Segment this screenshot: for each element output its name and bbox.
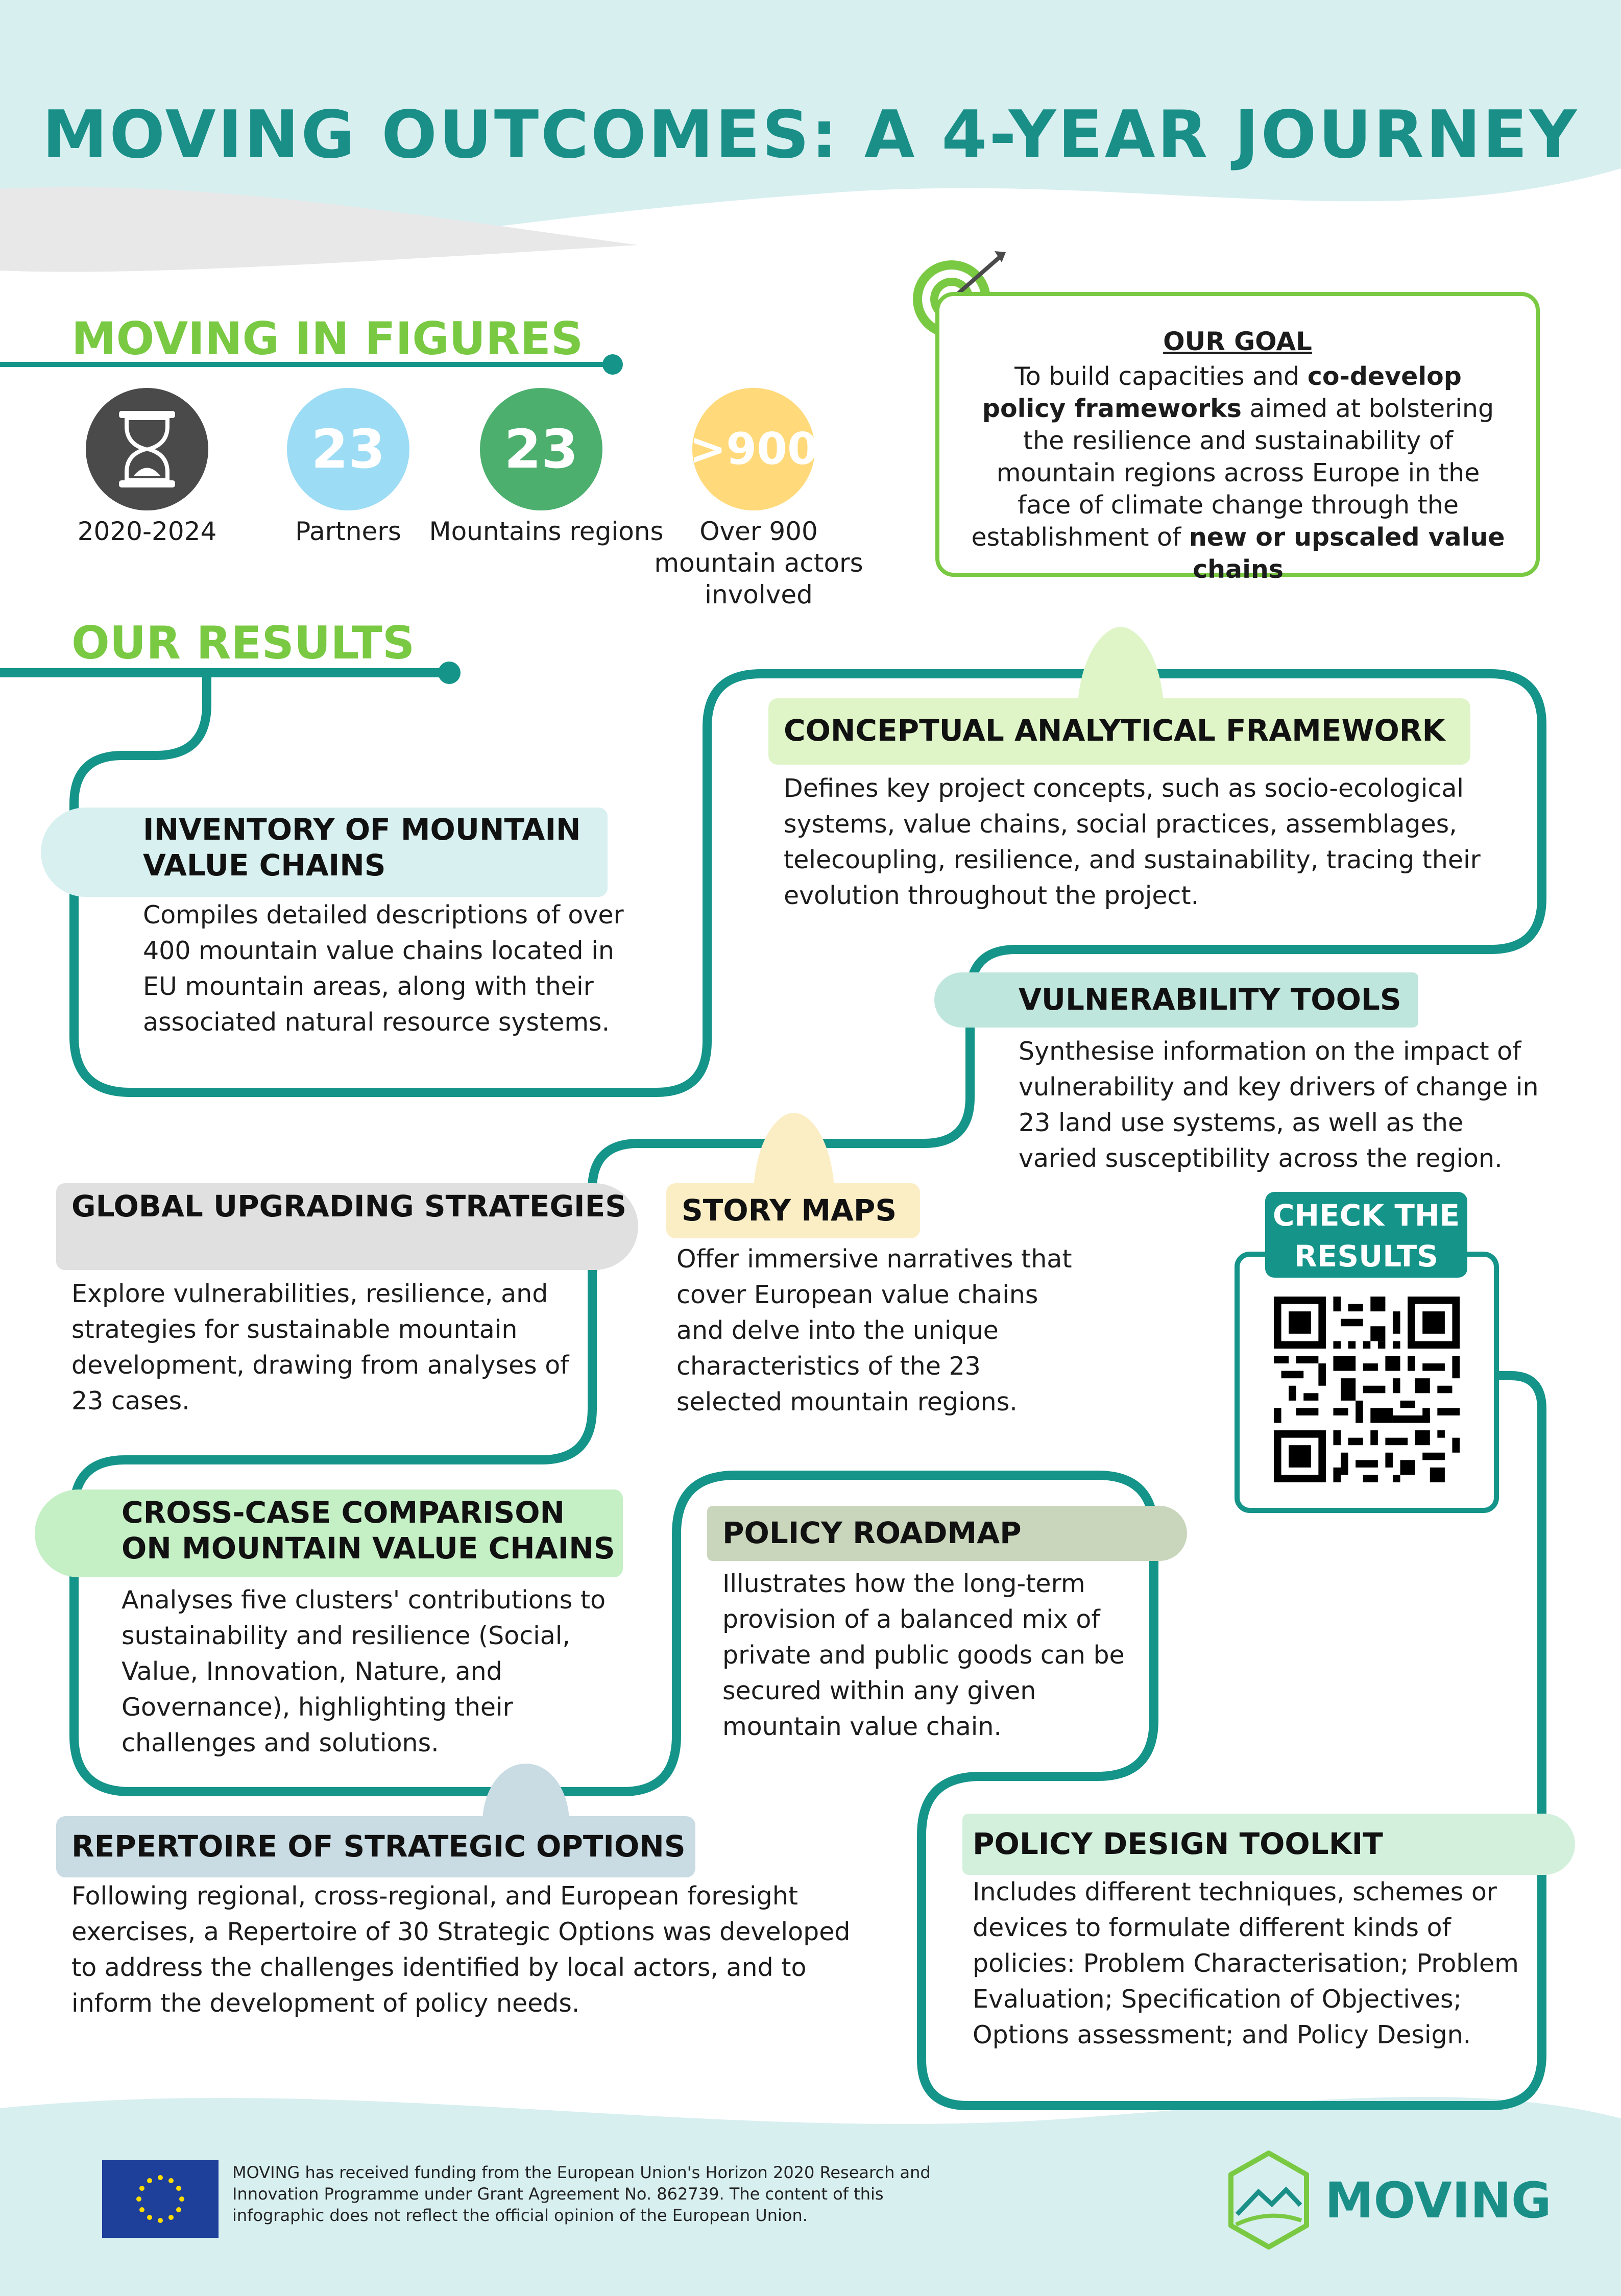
figure-years <box>86 388 208 510</box>
result-vulnerability-title: VULNERABILITY TOOLS <box>934 972 1418 1028</box>
result-repertoire-desc: Following regional, cross-regional, and European foresight exercises, a Repertoire of 30 Strategic Options was developed to address the challenges identified by local actors, and to inform the development of policy needs. <box>71 1882 851 2018</box>
figure-actors-label: Over 900 mountain actors involved <box>654 517 863 609</box>
goal-text-bold1: co-develop policy frameworks <box>982 362 1462 423</box>
qr-code[interactable] <box>1274 1297 1460 1482</box>
goal-text-part2: aimed at bolstering the resilience and sustainability of mountain regions across Europe in the face of climate change through the establishment of <box>971 394 1494 552</box>
figure-partners-label: Partners <box>295 517 401 546</box>
eu-stars-icon <box>102 2160 219 2238</box>
figure-regions: 23 <box>480 388 602 510</box>
result-toolkit-title: POLICY DESIGN TOOLKIT <box>962 1814 1575 1875</box>
moving-logo-text: MOVING <box>1325 2172 1552 2229</box>
result-global-title: GLOBAL UPGRADING STRATEGIES <box>56 1183 638 1270</box>
result-global-desc: Explore vulnerabilities, resilience, and strategies for sustainable mountain development, drawing from analyses of 23 cases. <box>71 1279 569 1415</box>
qr-label: CHECK THE RESULTS <box>1265 1192 1467 1278</box>
results-heading: OUR RESULTS <box>71 617 415 669</box>
figure-partners: 23 <box>287 388 409 510</box>
result-crosscase-title: CROSS-CASE COMPARISON ON MOUNTAIN VALUE CHAINS <box>35 1489 623 1577</box>
moving-logo-icon <box>1223 2149 1315 2251</box>
result-storymaps-desc: Offer immersive narratives that cover European value chains and delve into the unique characteristics of the 23 selected mountain regions. <box>676 1244 1072 1416</box>
eu-flag <box>102 2160 219 2238</box>
hourglass-icon <box>86 388 208 510</box>
result-framework-desc: Defines key project concepts, such as socio-ecological systems, value chains, social practices, assemblages, telecoupling, resilience, and sustainability, tracing their evolution throughout the project. <box>784 774 1481 910</box>
result-inventory-desc: Compiles detailed descriptions of over 400 mountain value chains located in EU mountain areas, along with their associated natural resource systems. <box>143 900 624 1037</box>
goal-text <box>970 360 1506 585</box>
goal-heading: OUR GOAL <box>1163 327 1312 356</box>
goal-box <box>935 292 1540 584</box>
result-crosscase-desc: Analyses five clusters' contributions to sustainability and resilience (Social, Value, Innovation, Nature, and Governance), highlighting their challenges and solutions. <box>122 1585 606 1757</box>
page-title: MOVING OUTCOMES: A 4-YEAR JOURNEY <box>42 97 1579 173</box>
goal-text-bold2: new or upscaled value chains <box>1189 523 1505 584</box>
result-storymaps-title: STORY MAPS <box>666 1183 920 1238</box>
result-inventory-title: INVENTORY OF MOUNTAIN VALUE CHAINS <box>41 808 608 897</box>
figure-actors: >900 <box>692 388 815 510</box>
result-roadmap-desc: Illustrates how the long-term provision of a balanced mix of private and public goods can be secured within any given mountain value chain. <box>722 1569 1125 1741</box>
result-roadmap-title: POLICY ROADMAP <box>707 1506 1187 1561</box>
figures-heading: MOVING IN FIGURES <box>71 312 584 365</box>
result-toolkit-desc: Includes different techniques, schemes or devices to formulate different kinds of policies: Problem Characterisation; Problem Evaluation; Specification of Objectives; Options assessment; and Policy Design. <box>973 1877 1519 2049</box>
figure-regions-label: Mountains regions <box>429 517 664 546</box>
figure-years-label: 2020-2024 <box>77 517 217 546</box>
goal-text-part1: To build capacities and <box>1014 362 1308 391</box>
result-repertoire-title: REPERTOIRE OF STRATEGIC OPTIONS <box>56 1816 695 1877</box>
funding-text: MOVING has received funding from the European Union's Horizon 2020 Research and Innovation Programme under Grant Agreement No. 862739. The content of this infographic does not reflect the official opinion of the European Union. <box>232 2163 931 2225</box>
result-framework-title: CONCEPTUAL ANALYTICAL FRAMEWORK <box>768 698 1470 765</box>
result-vulnerability-desc: Synthesise information on the impact of vulnerability and key drivers of change in 23 land use systems, as well as the varied susceptibility across the region. <box>1019 1037 1539 1173</box>
